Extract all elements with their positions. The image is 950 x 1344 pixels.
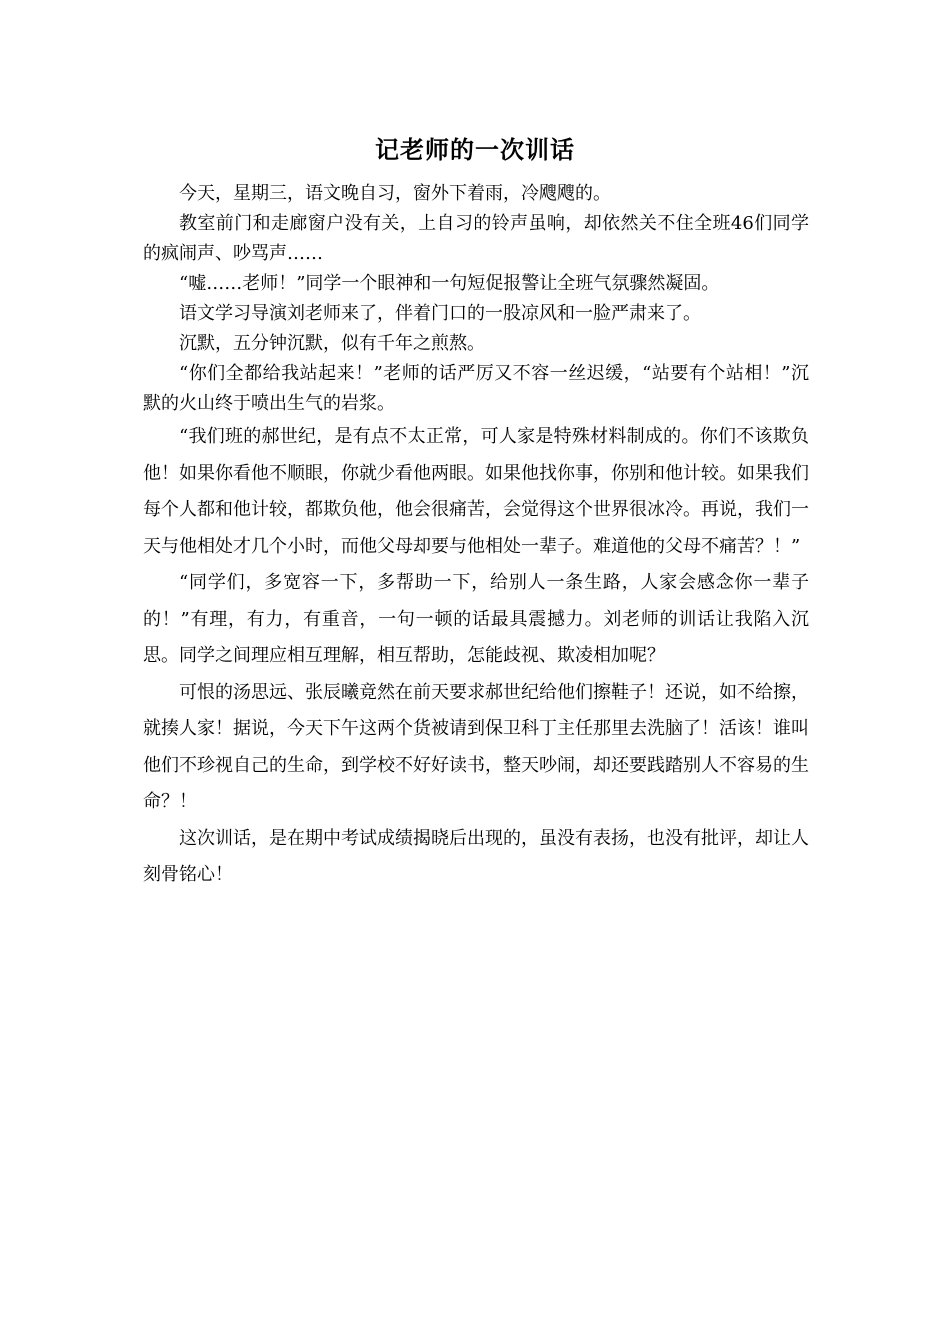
paragraph-6: “你们全都给我站起来！”老师的话严厉又不容一丝迟缓，“站要有个站相！”沉默的火山终于喷出生气的岩浆。 (143, 363, 809, 414)
document-body (143, 179, 809, 894)
paragraph-9: 可恨的汤思远、张辰曦竟然在前天要求郝世纪给他们擦鞋子！还说，如不给擦，就揍人家！据说，今天下午这两个货被请到保卫科丁主任那里去洗脑了！活该！谁叫他们不珍视自己的生命，到学校不好好读书，整天吵闹，却还要践踏别人不容易的生命？！ (143, 681, 809, 812)
paragraph-8: “同学们，多宽容一下，多帮助一下，给别人一条生路，人家会感念你一辈子的！”有理，有力，有重音，一句一顿的话最具震撼力。刘老师的训话让我陷入沉思。同学之间理应相互理解，相互帮助，怎能歧视、欺凌相加呢？ (143, 572, 809, 666)
paragraph-1: 今天，星期三，语文晚自习，窗外下着雨，冷飕飕的。 (179, 183, 611, 204)
paragraph-10: 这次训话，是在期中考试成绩揭晓后出现的，虽没有表扬，也没有批评，却让人刻骨铭心！ (143, 827, 809, 885)
paragraph-4: 语文学习导演刘老师来了，伴着门口的一股凉风和一脸严肃来了。 (179, 303, 701, 324)
paragraph-7: “我们班的郝世纪，是有点不太正常，可人家是特殊材料制成的。你们不该欺负他！如果你看他不顺眼，你就少看他两眼。如果他找你事，你别和他计较。如果我们每个人都和他计较，都欺负他，他会很痛苦，会觉得这个世界很冰冷。再说，我们一天与他相处才几个小时，而他父母却要与他相处一辈子。难道他的父母不痛苦？！” (143, 426, 809, 557)
document-title: 记老师的一次训话 (375, 135, 575, 164)
paragraph-3: “嘘……老师！”同学一个眼神和一句短促报警让全班气氛骤然凝固。 (179, 273, 720, 294)
paragraph-5: 沉默，五分钟沉默，似有千年之煎熬。 (179, 333, 485, 354)
paragraph-2: 教室前门和走廊窗户没有关，上自习的铃声虽响，却依然关不住全班46们同学的疯闹声、吵骂声…… (143, 213, 809, 264)
